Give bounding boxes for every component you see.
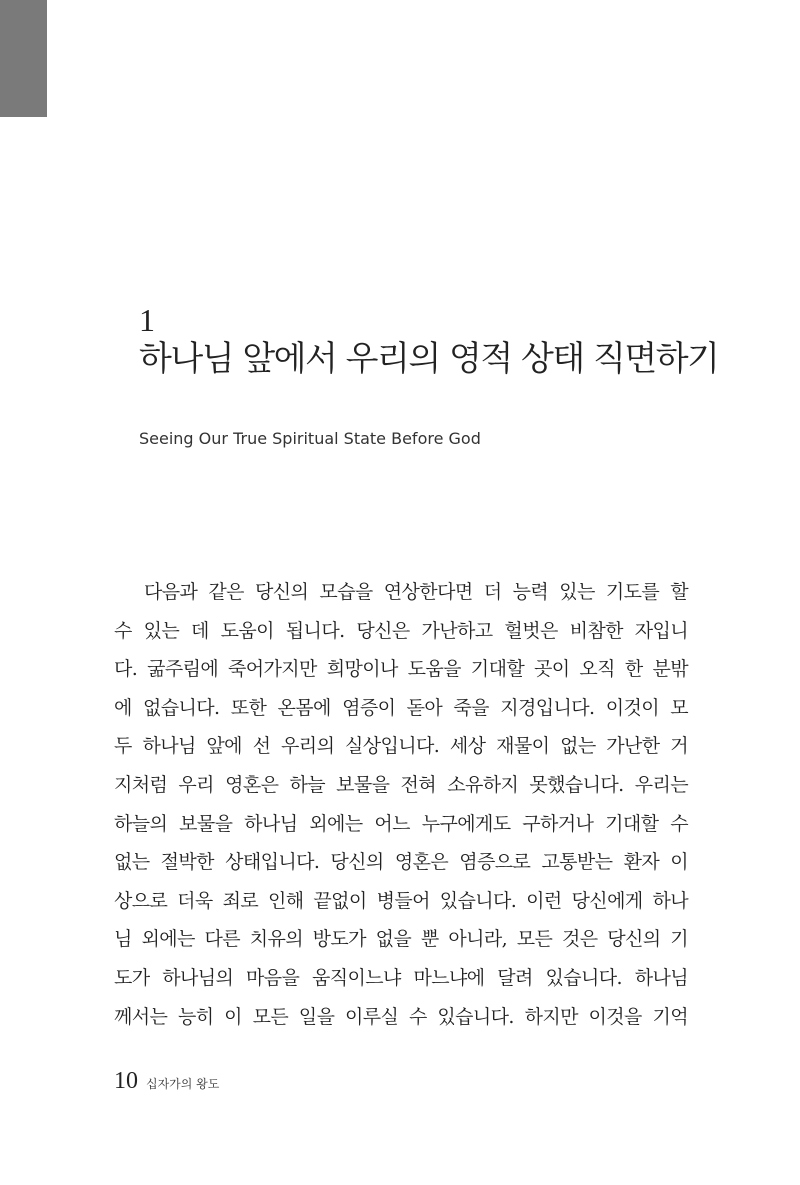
body-line: 두 하나님 앞에 선 우리의 실상입니다. 세상 재물이 없는 가난한 거 (114, 735, 688, 758)
body-line: 수 있는 데 도움이 됩니다. 당신은 가난하고 헐벗은 비참한 자입니 (114, 619, 688, 642)
body-line: 님 외에는 다른 치유의 방도가 없을 뿐 아니라, 모든 것은 당신의 기 (114, 928, 688, 951)
body-line: 상으로 더욱 죄로 인해 끝없이 병들어 있습니다. 이런 당신에게 하나 (114, 889, 688, 912)
chapter-number: 1 (139, 302, 155, 338)
page-footer (114, 1068, 219, 1095)
body-line: 께서는 능히 이 모든 일을 이루실 수 있습니다. 하지만 이것을 기억 (114, 1005, 688, 1028)
body-paragraph (114, 573, 688, 1036)
running-title: 십자가의 왕도 (146, 1077, 220, 1091)
body-line: 없는 절박한 상태입니다. 당신의 영혼은 염증으로 고통받는 환자 이 (114, 851, 688, 874)
body-line: 지처럼 우리 영혼은 하늘 보물을 전혀 소유하지 못했습니다. 우리는 (114, 773, 688, 796)
chapter-title: 하나님 앞에서 우리의 영적 상태 직면하기 (139, 339, 719, 379)
body-line: 하늘의 보물을 하나님 외에는 어느 누구에게도 구하거나 기대할 수 (114, 812, 688, 835)
body-line: 다음과 같은 당신의 모습을 연상한다면 더 능력 있는 기도를 할 (144, 581, 688, 603)
body-line: 도가 하나님의 마음을 움직이느냐 마느냐에 달려 있습니다. 하나님 (114, 966, 688, 989)
body-line: 에 없습니다. 또한 온몸에 염증이 돋아 죽을 지경입니다. 이것이 모 (114, 696, 688, 719)
body-line: 다. 굶주림에 죽어가지만 희망이나 도움을 기대할 곳이 오직 한 분밖 (114, 658, 688, 681)
chapter-subtitle: Seeing Our True Spiritual State Before God (139, 429, 481, 448)
corner-tab (0, 0, 47, 117)
page-number: 10 (114, 1068, 138, 1094)
